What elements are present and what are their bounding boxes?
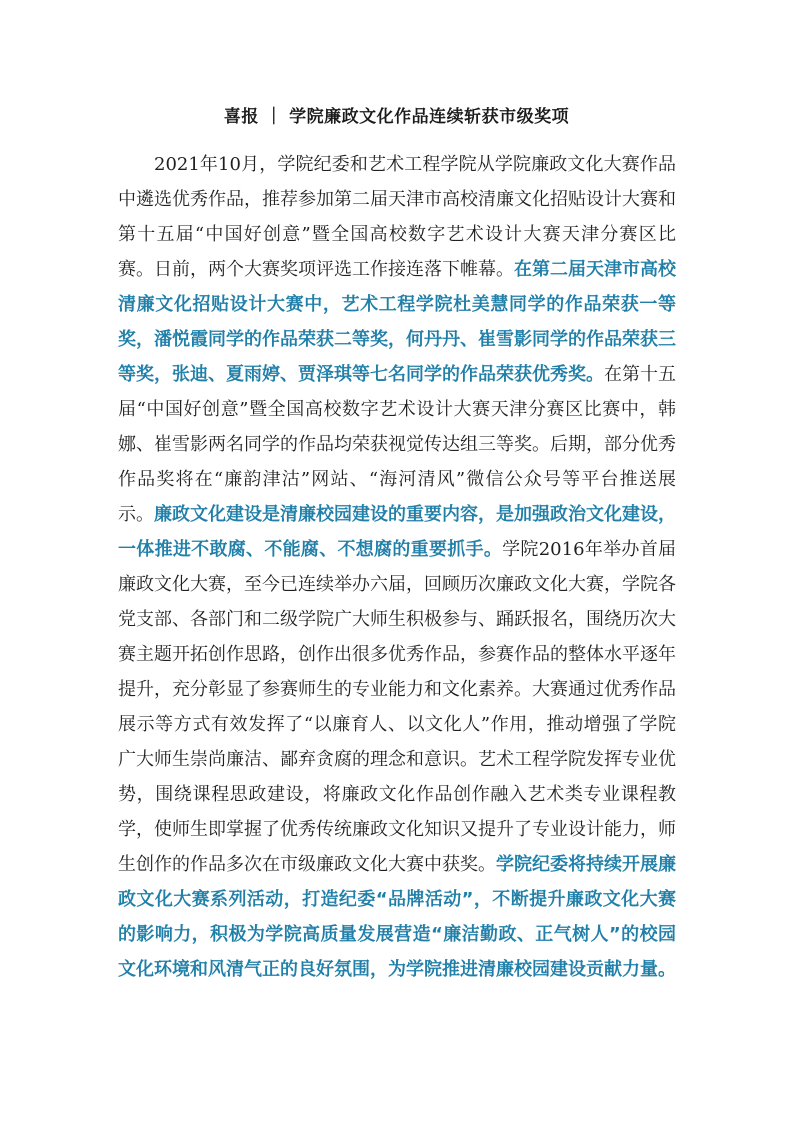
article-paragraph [118,147,676,987]
highlighted-text: 学院纪委将持续开展廉政文化大赛系列活动，打造纪委“品牌活动”，不断提升廉政文化大赛的影响力，积极为学院高质量发展营造“廉洁勤政、正气树人”的校园文化环境和风清气正的良好氛围，为学院推进清廉校园建设贡献力量。 [118,854,676,980]
paragraph-text: 在第十五届“中国好创意”暨全国高校数字艺术设计大赛天津分赛区比赛中，韩娜、崔雪影两名同学的作品均荣获视觉传达组三等奖。后期，部分优秀作品奖将在“廉韵津沽”网站、“海河清风”微信公众号等平台推送展示。 [118,364,676,525]
page-title: 喜报 ｜ 学院廉政文化作品连续斩获市级奖项 [223,107,570,127]
paragraph-text: 2021年10月，学院纪委和艺术工程学院从学院廉政文化大赛作品中遴选优秀作品，推荐参加第二届天津市高校清廉文化招贴设计大赛和第十五届“中国好创意”暨全国高校数字艺术设计大赛天津分赛区比赛。日前，两个大赛奖项评选工作接连落下帷幕。 [118,154,676,280]
paragraph-text: 学院2016年举办首届廉政文化大赛，至今已连续举办六届，回顾历次廉政文化大赛，学院各党支部、各部门和二级学院广大师生积极参与、踊跃报名，围绕历次大赛主题开拓创作思路，创作出很多优秀作品，参赛作品的整体水平逐年提升，充分彰显了参赛师生的专业能力和文化素养。大赛通过优秀作品展示等方式有效发挥了“以廉育人、以文化人”作用，推动增强了学院广大师生崇尚廉洁、鄙弃贪腐的理念和意识。艺术工程学院发挥专业优势，围绕课程思政建设，将廉政文化作品创作融入艺术类专业课程教学，使师生即掌握了优秀传统廉政文化知识又提升了专业设计能力，师生创作的作品多次在市级廉政文化大赛中获奖。 [118,539,676,875]
highlighted-text: 廉政文化建设是清廉校园建设的重要内容，是加强政治文化建设，一体推进不敢腐、不能腐、不想腐的重要抓手。 [118,504,676,560]
highlighted-text: 在第二届天津市高校清廉文化招贴设计大赛中，艺术工程学院杜美慧同学的作品荣获一等奖，潘悦霞同学的作品荣获二等奖，何丹丹、崔雪影同学的作品荣获三等奖，张迪、夏雨婷、贾泽琪等七名同学的作品荣获优秀奖。 [118,259,676,385]
